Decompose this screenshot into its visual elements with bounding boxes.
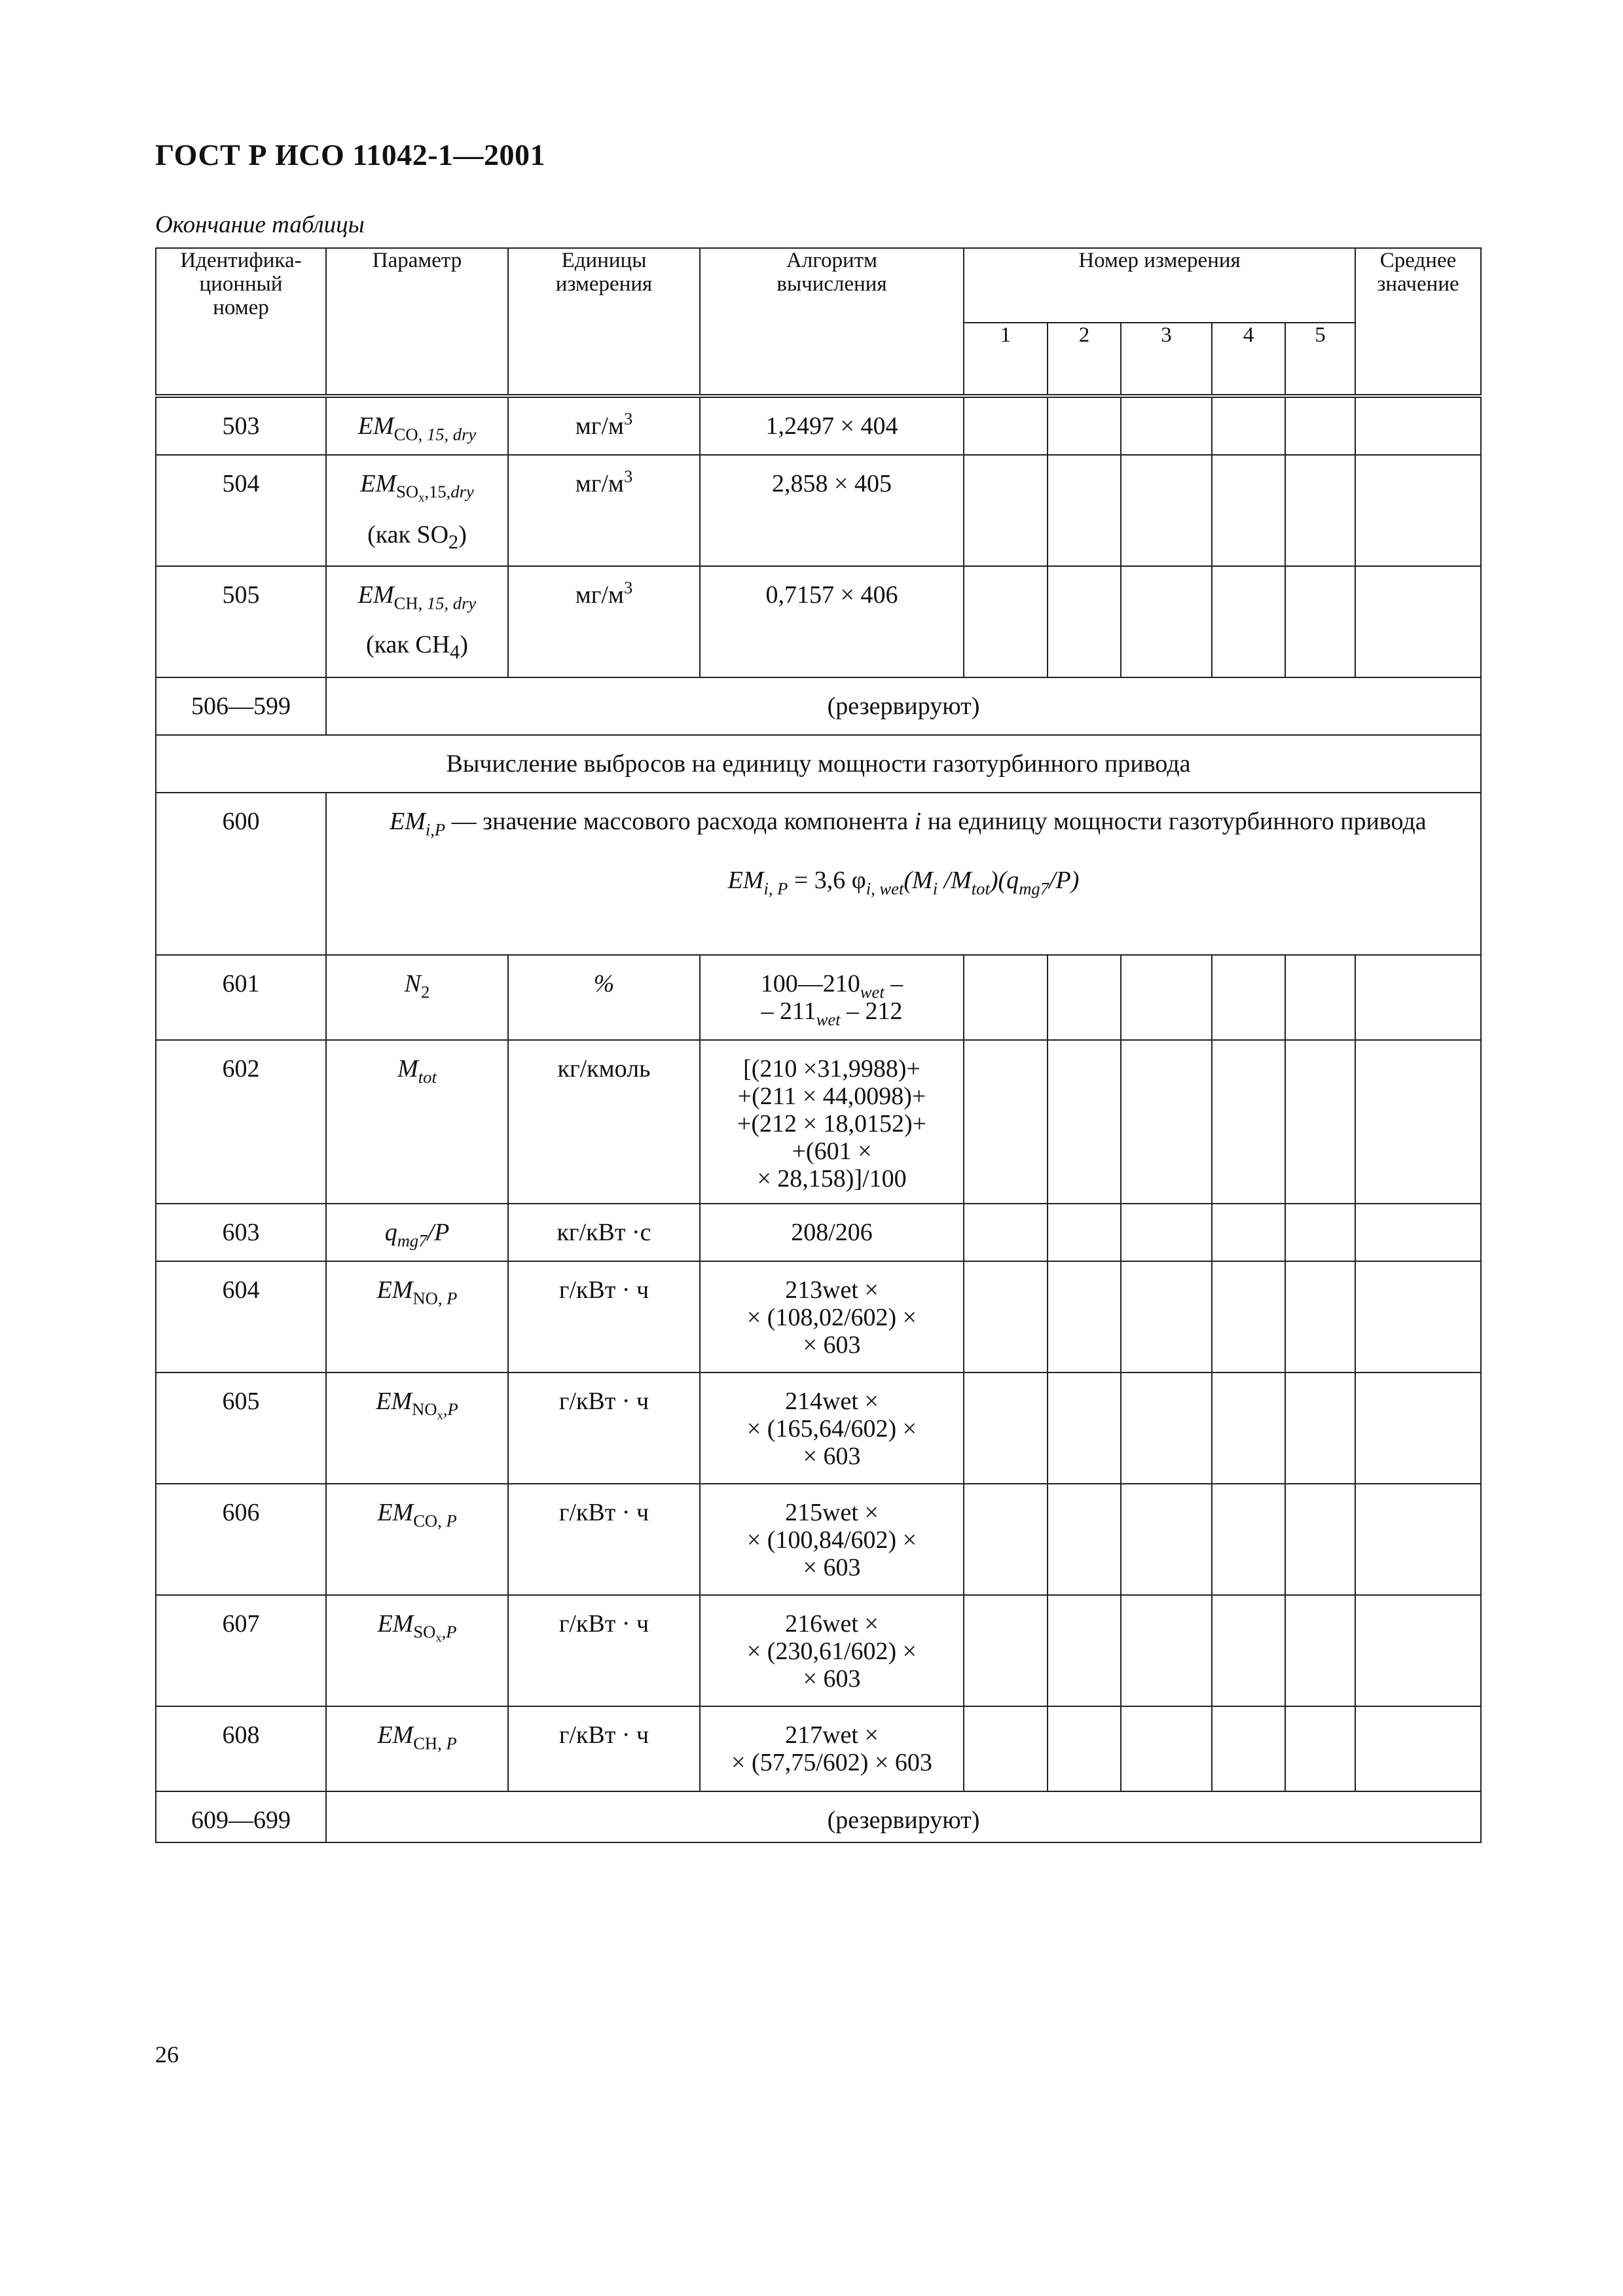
cell-m1 bbox=[964, 455, 1048, 566]
cell-avg bbox=[1355, 1261, 1481, 1372]
note-sub: 4 bbox=[450, 641, 460, 664]
note-pre: (как CH bbox=[365, 631, 450, 658]
cell-m5 bbox=[1285, 955, 1355, 1040]
header-units bbox=[508, 248, 700, 396]
algo-line: × (100,84/602) × bbox=[746, 1526, 917, 1554]
row-param bbox=[326, 566, 508, 677]
table-row bbox=[156, 1204, 1481, 1261]
row-description bbox=[326, 793, 1481, 955]
param-sub-x: x bbox=[437, 1408, 443, 1423]
cell-m2 bbox=[1048, 1040, 1121, 1204]
param-sub-c: , bbox=[441, 1622, 447, 1642]
row-id: 605 bbox=[156, 1372, 326, 1484]
param-main: EM bbox=[376, 1276, 413, 1304]
param-sub-italic: P bbox=[446, 1511, 457, 1531]
algo-1a: 100—210 bbox=[760, 970, 860, 997]
param-sub: CO, bbox=[413, 1511, 447, 1531]
header-algorithm bbox=[700, 248, 964, 396]
row-id: 604 bbox=[156, 1261, 326, 1372]
table-caption: Окончание таблицы bbox=[155, 211, 365, 238]
algo-line-1 bbox=[701, 970, 963, 1002]
cell-m3 bbox=[1121, 1040, 1212, 1204]
param-q: q bbox=[384, 1219, 397, 1246]
cell-m4 bbox=[1212, 396, 1285, 455]
note-pre: (как SO bbox=[367, 520, 449, 548]
row-algorithm: 1,2497 × 404 bbox=[700, 396, 964, 455]
cell-m3 bbox=[1121, 955, 1212, 1040]
param-main: EM bbox=[376, 1388, 412, 1415]
row-units: г/кВт · ч bbox=[508, 1595, 700, 1706]
param-sub-italic: P bbox=[446, 1733, 457, 1753]
page-number: 26 bbox=[155, 2041, 179, 2068]
row-units bbox=[508, 566, 700, 677]
algo-line: × 603 bbox=[803, 1665, 861, 1693]
section-row bbox=[156, 735, 1481, 793]
row-algorithm bbox=[700, 1706, 964, 1791]
cell-avg bbox=[1355, 396, 1481, 455]
cell-m3 bbox=[1121, 1595, 1212, 1706]
row-algorithm bbox=[700, 955, 964, 1040]
cell-m5 bbox=[1285, 1484, 1355, 1595]
row-algorithm: 0,7157 × 406 bbox=[700, 566, 964, 677]
algo-2b: wet bbox=[816, 1009, 841, 1030]
cell-avg bbox=[1355, 955, 1481, 1040]
algo-line: × 28,158)]/100 bbox=[757, 1165, 907, 1193]
param-main: N bbox=[404, 970, 422, 997]
cell-avg bbox=[1355, 1595, 1481, 1706]
cell-avg bbox=[1355, 1040, 1481, 1204]
cell-m4 bbox=[1212, 1040, 1285, 1204]
row-algorithm: 2,858 × 405 bbox=[700, 455, 964, 566]
algo-line: 214wet × bbox=[785, 1388, 879, 1415]
param-sub-italic: 15, dry bbox=[426, 593, 477, 613]
row-id: 608 bbox=[156, 1706, 326, 1791]
param-main: EM bbox=[357, 412, 394, 440]
row-units bbox=[508, 955, 700, 1040]
table-row bbox=[156, 396, 1481, 455]
header-measure-2: 2 bbox=[1048, 323, 1121, 396]
param-note bbox=[327, 631, 507, 664]
row-id: 606 bbox=[156, 1484, 326, 1595]
header-param: Параметр bbox=[326, 248, 508, 396]
f-em: EM bbox=[727, 867, 764, 894]
param-sub: SO bbox=[413, 1622, 436, 1642]
row-id: 601 bbox=[156, 955, 326, 1040]
param-sub-italic: P bbox=[447, 1399, 458, 1420]
cell-m1 bbox=[964, 1372, 1048, 1484]
row-param bbox=[326, 955, 508, 1040]
note-post: ) bbox=[460, 631, 469, 658]
table-row bbox=[156, 1040, 1481, 1204]
reserved-text: (резервируют) bbox=[326, 677, 1481, 735]
cell-m2 bbox=[1048, 1595, 1121, 1706]
row-units bbox=[508, 396, 700, 455]
row-algorithm: 208/206 bbox=[700, 1204, 964, 1261]
param-note bbox=[327, 520, 507, 553]
cell-m5 bbox=[1285, 1372, 1355, 1484]
algo-line: +(211 × 44,0098)+ bbox=[737, 1083, 926, 1110]
cell-m3 bbox=[1121, 455, 1212, 566]
algo-line: × (230,61/602) × bbox=[746, 1638, 917, 1665]
header-measure-3: 3 bbox=[1121, 323, 1212, 396]
row-id: 506—599 bbox=[156, 677, 326, 735]
algo-1c: – bbox=[884, 970, 903, 997]
row-units: г/кВт · ч bbox=[508, 1372, 700, 1484]
param-sub-italic: 15, dry bbox=[426, 424, 477, 444]
f-b: /M bbox=[938, 867, 972, 894]
algo-line: 215wet × bbox=[785, 1499, 879, 1526]
row-units: г/кВт · ч bbox=[508, 1706, 700, 1791]
cell-m4 bbox=[1212, 1706, 1285, 1791]
param-sub-c: ,15, bbox=[424, 482, 451, 502]
param-sub: tot bbox=[418, 1067, 437, 1087]
row-units bbox=[508, 455, 700, 566]
table-row bbox=[156, 1484, 1481, 1595]
cell-m2 bbox=[1048, 396, 1121, 455]
cell-avg bbox=[1355, 566, 1481, 677]
f-d: /P) bbox=[1049, 867, 1080, 894]
cell-m5 bbox=[1285, 1261, 1355, 1372]
header-average-text: Среднее значение bbox=[1377, 249, 1459, 296]
row-units: кг/кмоль bbox=[508, 1040, 700, 1204]
algo-line: × (108,02/602) × bbox=[746, 1304, 917, 1331]
cell-avg bbox=[1355, 1204, 1481, 1261]
row-algorithm bbox=[700, 1040, 964, 1204]
param-main: EM bbox=[377, 1721, 414, 1749]
header-measurement-number: Номер измерения bbox=[964, 248, 1355, 323]
row-param bbox=[326, 455, 508, 566]
row-id: 505 bbox=[156, 566, 326, 677]
param-sub: 2 bbox=[421, 982, 430, 1002]
header-id bbox=[156, 248, 326, 396]
desc-i: i bbox=[914, 808, 922, 835]
document-title: ГОСТ Р ИСО 11042-1—2001 bbox=[155, 138, 546, 171]
cell-avg bbox=[1355, 1484, 1481, 1595]
cell-m2 bbox=[1048, 1261, 1121, 1372]
cell-m5 bbox=[1285, 1204, 1355, 1261]
cell-m3 bbox=[1121, 1706, 1212, 1791]
cell-m1 bbox=[964, 566, 1048, 677]
cell-m5 bbox=[1285, 566, 1355, 677]
units-base: мг/м bbox=[575, 412, 624, 440]
cell-m2 bbox=[1048, 955, 1121, 1040]
param-rest: /P bbox=[427, 1219, 450, 1246]
cell-m4 bbox=[1212, 1261, 1285, 1372]
algo-line: [(210 ×31,9988)+ bbox=[743, 1055, 921, 1083]
param-sub-italic: P bbox=[447, 1288, 458, 1308]
cell-m2 bbox=[1048, 1204, 1121, 1261]
units-sup: 3 bbox=[623, 466, 633, 486]
algo-line-2 bbox=[701, 997, 963, 1030]
header-average bbox=[1355, 248, 1481, 396]
param-q-sub: mg7 bbox=[397, 1230, 428, 1251]
cell-m4 bbox=[1212, 1595, 1285, 1706]
note-sub: 2 bbox=[448, 530, 459, 553]
cell-m3 bbox=[1121, 1261, 1212, 1372]
row-param bbox=[326, 1706, 508, 1791]
table-row-reserved bbox=[156, 677, 1481, 735]
param-main: EM bbox=[377, 1499, 414, 1526]
table-row-reserved bbox=[156, 1791, 1481, 1842]
f-c-sub: mg7 bbox=[1019, 878, 1049, 899]
header-id-text: Идентифика- ционный номер bbox=[180, 249, 302, 319]
reserved-text: (резервируют) bbox=[326, 1791, 1481, 1842]
cell-m3 bbox=[1121, 1204, 1212, 1261]
cell-m3 bbox=[1121, 1484, 1212, 1595]
param-sub-c: , bbox=[443, 1399, 448, 1420]
row-param bbox=[326, 1595, 508, 1706]
row-param bbox=[326, 1261, 508, 1372]
algo-line: × (165,64/602) × bbox=[746, 1415, 917, 1443]
desc-text-1: — значение массового расхода компонента bbox=[445, 808, 915, 835]
table-row bbox=[156, 1372, 1481, 1484]
f-b-sub: tot bbox=[971, 878, 990, 899]
row-param bbox=[326, 396, 508, 455]
cell-m1 bbox=[964, 1595, 1048, 1706]
algo-line: × (57,75/602) × 603 bbox=[731, 1749, 932, 1776]
param-sub-x: x bbox=[435, 1631, 442, 1645]
cell-m1 bbox=[964, 1484, 1048, 1595]
algo-line: × 603 bbox=[803, 1554, 861, 1581]
param-sub-italic: P bbox=[446, 1622, 457, 1642]
cell-m2 bbox=[1048, 1372, 1121, 1484]
table-row bbox=[156, 455, 1481, 566]
algo-2c: – 212 bbox=[840, 997, 903, 1025]
table-row bbox=[156, 1261, 1481, 1372]
cell-m1 bbox=[964, 955, 1048, 1040]
algo-2a: – 211 bbox=[761, 997, 816, 1025]
header-measure-5: 5 bbox=[1285, 323, 1355, 396]
cell-m3 bbox=[1121, 396, 1212, 455]
row-algorithm bbox=[700, 1595, 964, 1706]
table-row bbox=[156, 793, 1481, 955]
algo-line: +(212 × 18,0152)+ bbox=[737, 1110, 927, 1138]
f-sub: i, P bbox=[763, 878, 788, 899]
header-measure-4: 4 bbox=[1212, 323, 1285, 396]
cell-m4 bbox=[1212, 1484, 1285, 1595]
param-sub: CO, bbox=[393, 424, 427, 444]
cell-m1 bbox=[964, 1261, 1048, 1372]
units-sup: 3 bbox=[623, 408, 633, 429]
cell-m1 bbox=[964, 396, 1048, 455]
cell-m2 bbox=[1048, 455, 1121, 566]
cell-m1 bbox=[964, 1706, 1048, 1791]
row-id: 503 bbox=[156, 396, 326, 455]
algo-1b: wet bbox=[860, 982, 884, 1002]
cell-m1 bbox=[964, 1040, 1048, 1204]
section-heading: Вычисление выбросов на единицу мощности газотурбинного привода bbox=[156, 735, 1481, 793]
table-row bbox=[156, 1595, 1481, 1706]
table-row bbox=[156, 1706, 1481, 1791]
cell-m1 bbox=[964, 1204, 1048, 1261]
algo-line: × 603 bbox=[803, 1443, 861, 1470]
cell-m5 bbox=[1285, 1595, 1355, 1706]
row-param bbox=[326, 1204, 508, 1261]
units-text: % bbox=[593, 970, 615, 997]
cell-m4 bbox=[1212, 566, 1285, 677]
algo-line: 217wet × bbox=[785, 1721, 879, 1749]
f-a-sub: i bbox=[932, 878, 938, 899]
param-main: EM bbox=[360, 470, 397, 497]
cell-m4 bbox=[1212, 955, 1285, 1040]
desc-em: EM bbox=[390, 808, 426, 835]
row-id: 600 bbox=[156, 793, 326, 955]
row-param bbox=[326, 1372, 508, 1484]
f-a: (M bbox=[903, 867, 933, 894]
row-id: 603 bbox=[156, 1204, 326, 1261]
cell-m3 bbox=[1121, 1372, 1212, 1484]
row-algorithm bbox=[700, 1372, 964, 1484]
measurement-table bbox=[155, 247, 1482, 1843]
f-eq: = 3,6 φ bbox=[788, 867, 866, 894]
param-main: EM bbox=[357, 581, 394, 609]
param-sub: NO bbox=[412, 1399, 437, 1420]
param-sub-italic: dry bbox=[450, 482, 474, 502]
cell-m4 bbox=[1212, 1372, 1285, 1484]
row-param bbox=[326, 1484, 508, 1595]
param-sub: SO bbox=[396, 482, 419, 502]
cell-m3 bbox=[1121, 566, 1212, 677]
cell-m4 bbox=[1212, 1204, 1285, 1261]
row-algorithm bbox=[700, 1261, 964, 1372]
param-sub: CH, bbox=[393, 593, 427, 613]
algo-line: 216wet × bbox=[785, 1610, 879, 1638]
units-base: мг/м bbox=[575, 470, 624, 497]
units-base: мг/м bbox=[575, 581, 624, 609]
row-units: г/кВт · ч bbox=[508, 1484, 700, 1595]
row-param bbox=[326, 1040, 508, 1204]
table-row bbox=[156, 566, 1481, 677]
cell-m2 bbox=[1048, 1484, 1121, 1595]
row-algorithm bbox=[700, 1484, 964, 1595]
cell-avg bbox=[1355, 1706, 1481, 1791]
algo-line: +(601 × bbox=[792, 1138, 872, 1165]
row-id: 504 bbox=[156, 455, 326, 566]
cell-avg bbox=[1355, 455, 1481, 566]
algo-line: 213wet × bbox=[785, 1276, 879, 1304]
desc-text-2: на единицу мощности газотурбинного привода bbox=[921, 808, 1427, 835]
cell-m4 bbox=[1212, 455, 1285, 566]
header-algorithm-text: Алгоритм вычисления bbox=[776, 249, 887, 296]
cell-m2 bbox=[1048, 566, 1121, 677]
description-text bbox=[327, 808, 1480, 840]
param-sub-x: x bbox=[418, 491, 425, 505]
row-units: г/кВт · ч bbox=[508, 1261, 700, 1372]
f-phi-sub: i, wet bbox=[866, 878, 904, 899]
param-main: M bbox=[397, 1055, 418, 1083]
f-c: )(q bbox=[989, 867, 1019, 894]
param-sub: CH, bbox=[413, 1733, 447, 1753]
formula bbox=[327, 867, 1480, 899]
cell-m5 bbox=[1285, 1040, 1355, 1204]
row-id: 609—699 bbox=[156, 1791, 326, 1842]
row-id: 602 bbox=[156, 1040, 326, 1204]
cell-m5 bbox=[1285, 1706, 1355, 1791]
row-id: 607 bbox=[156, 1595, 326, 1706]
algo-line: × 603 bbox=[803, 1331, 861, 1359]
table-row bbox=[156, 955, 1481, 1040]
units-sup: 3 bbox=[623, 577, 633, 598]
param-sub: NO, bbox=[412, 1288, 447, 1308]
cell-avg bbox=[1355, 1372, 1481, 1484]
param-main: EM bbox=[377, 1610, 414, 1638]
header-measure-1: 1 bbox=[964, 323, 1048, 396]
desc-sub: i,P bbox=[425, 819, 446, 840]
cell-m5 bbox=[1285, 396, 1355, 455]
cell-m2 bbox=[1048, 1706, 1121, 1791]
note-post: ) bbox=[458, 520, 467, 548]
row-units: кг/кВт ·с bbox=[508, 1204, 700, 1261]
cell-m5 bbox=[1285, 455, 1355, 566]
header-units-text: Единицы измерения bbox=[555, 249, 653, 296]
